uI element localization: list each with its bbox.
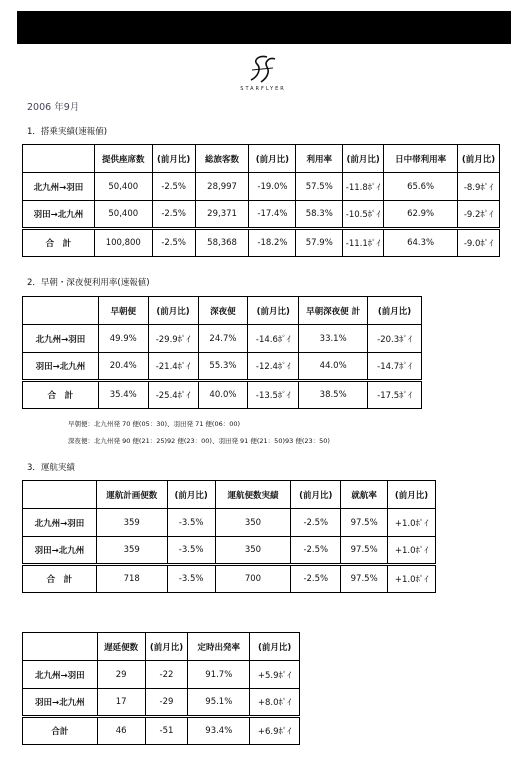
boarding-results-table xyxy=(22,144,500,257)
table-row xyxy=(23,689,300,717)
header-cell: 就航率 xyxy=(341,481,388,509)
table-cell: 58.3% xyxy=(296,201,343,229)
table-cell: -11.8ﾎﾟｲ xyxy=(343,173,384,201)
table-cell: -18.2% xyxy=(249,229,296,257)
table-cell: 62.9% xyxy=(384,201,458,229)
table-cell: +1.0ﾎﾟｲ xyxy=(388,537,436,565)
table-cell: +1.0ﾎﾟｲ xyxy=(388,509,436,537)
table-cell: 50,400 xyxy=(94,173,152,201)
route-cell: 合 計 xyxy=(23,381,99,409)
table-cell: 20.4% xyxy=(98,353,148,381)
section2-title: 2．早朝・深夜便利用率(速報値) xyxy=(27,278,150,288)
table-cell: -2.5% xyxy=(152,201,195,229)
section3-title: 3．運航実績 xyxy=(27,463,75,473)
table-cell: -9.0ﾎﾟｲ xyxy=(457,229,499,257)
header-cell: 運航便数実績 xyxy=(215,481,291,509)
header-cell xyxy=(23,297,99,325)
table-cell: +1.0ﾎﾟｲ xyxy=(388,565,436,593)
table-cell: 24.7% xyxy=(198,325,248,353)
table-cell: 350 xyxy=(215,537,291,565)
table-cell: -25.4ﾎﾟｲ xyxy=(148,381,198,409)
table-cell: -17.4% xyxy=(249,201,296,229)
header-cell: 運航計画便数 xyxy=(96,481,167,509)
table-cell: 91.7% xyxy=(188,661,250,689)
total-row xyxy=(23,565,436,593)
header-cell: 早朝深夜便 計 xyxy=(299,297,368,325)
header-cell: 利用率 xyxy=(296,145,343,173)
table-cell: -22 xyxy=(145,661,188,689)
header-cell: (前月比) xyxy=(368,297,422,325)
table-cell: -29 xyxy=(145,689,188,717)
table-cell: -3.5% xyxy=(167,509,215,537)
table-cell: -3.5% xyxy=(167,537,215,565)
table-cell: -2.5% xyxy=(291,537,341,565)
table-cell: -17.5ﾎﾟｲ xyxy=(368,381,422,409)
header-cell: 日中帯利用率 xyxy=(384,145,458,173)
table-cell: +6.9ﾎﾟｲ xyxy=(250,717,300,745)
table-cell: 17 xyxy=(97,689,145,717)
table-row xyxy=(23,173,500,201)
section1-title: 1．搭乗実績(速報値) xyxy=(27,127,108,137)
table-cell: -51 xyxy=(145,717,188,745)
table-cell: 57.5% xyxy=(296,173,343,201)
table-cell: -2.5% xyxy=(152,173,195,201)
route-cell: 合計 xyxy=(23,717,98,745)
late-flight-note: 深夜便：北九州発 90 便(21：25)92 便(23：00)、羽田発 91 便(21：50)93 便(23：50) xyxy=(68,437,330,445)
table-header-row xyxy=(23,633,300,661)
header-cell: (前月比) xyxy=(250,633,300,661)
table-cell: -19.0% xyxy=(249,173,296,201)
table-cell: 718 xyxy=(96,565,167,593)
report-date: 2006 年9月 xyxy=(27,102,80,113)
route-cell: 羽田→北九州 xyxy=(23,537,97,565)
table-cell: 44.0% xyxy=(299,353,368,381)
table-cell: -12.4ﾎﾟｲ xyxy=(248,353,299,381)
table-cell: 100,800 xyxy=(94,229,152,257)
header-cell: (前月比) xyxy=(343,145,384,173)
table-cell: 40.0% xyxy=(198,381,248,409)
table-cell: 350 xyxy=(215,509,291,537)
table-cell: -14.6ﾎﾟｲ xyxy=(248,325,299,353)
table-cell: -2.5% xyxy=(291,509,341,537)
table-cell: -13.5ﾎﾟｲ xyxy=(248,381,299,409)
route-cell: 合 計 xyxy=(23,229,95,257)
header-cell: (前月比) xyxy=(291,481,341,509)
table-cell: 55.3% xyxy=(198,353,248,381)
table-cell: +5.9ﾎﾟｲ xyxy=(250,661,300,689)
table-cell: 58,368 xyxy=(195,229,249,257)
table-row xyxy=(23,201,500,229)
header-cell: (前月比) xyxy=(248,297,299,325)
table-cell: 29 xyxy=(97,661,145,689)
table-cell: 97.5% xyxy=(341,509,388,537)
table-cell: 64.3% xyxy=(384,229,458,257)
table-row xyxy=(23,661,300,689)
starflyer-logo xyxy=(218,54,308,104)
table-cell: -10.5ﾎﾟｲ xyxy=(343,201,384,229)
table-cell: 97.5% xyxy=(341,537,388,565)
delay-table xyxy=(22,632,300,745)
header-cell: 遅延便数 xyxy=(97,633,145,661)
table-cell: +8.0ﾎﾟｲ xyxy=(250,689,300,717)
table-cell: 50,400 xyxy=(94,201,152,229)
route-cell: 合 計 xyxy=(23,565,97,593)
header-cell: 深夜便 xyxy=(198,297,248,325)
table-cell: 49.9% xyxy=(98,325,148,353)
header-cell: (前月比) xyxy=(249,145,296,173)
table-cell: 95.1% xyxy=(188,689,250,717)
table-cell: -2.5% xyxy=(291,565,341,593)
header-cell: (前月比) xyxy=(457,145,499,173)
table-header-row xyxy=(23,297,422,325)
route-cell: 北九州→羽田 xyxy=(23,661,98,689)
table-header-row xyxy=(23,145,500,173)
table-cell: 97.5% xyxy=(341,565,388,593)
total-row xyxy=(23,229,500,257)
route-cell: 羽田→北九州 xyxy=(23,353,99,381)
table-cell: 57.9% xyxy=(296,229,343,257)
table-header-row xyxy=(23,481,436,509)
sf-logo-icon xyxy=(243,54,283,84)
table-cell: 359 xyxy=(96,537,167,565)
logo-text: STARFLYER xyxy=(240,86,286,92)
route-cell: 北九州→羽田 xyxy=(23,325,99,353)
table-cell: -29.9ﾎﾟｲ xyxy=(148,325,198,353)
early-flight-note: 早朝便：北九州発 70 便(05：30)、羽田発 71 便(06：00) xyxy=(68,420,241,428)
header-cell: 総旅客数 xyxy=(195,145,249,173)
header-cell: (前月比) xyxy=(167,481,215,509)
table-cell: -11.1ﾎﾟｲ xyxy=(343,229,384,257)
total-row xyxy=(23,717,300,745)
table-cell: 65.6% xyxy=(384,173,458,201)
route-cell: 羽田→北九州 xyxy=(23,689,98,717)
table-row xyxy=(23,353,422,381)
table-cell: 28,997 xyxy=(195,173,249,201)
header-cell: 早朝便 xyxy=(98,297,148,325)
header-cell xyxy=(23,481,97,509)
header-bar xyxy=(17,11,511,44)
table-row xyxy=(23,509,436,537)
early-late-flight-table xyxy=(22,296,422,409)
route-cell: 北九州→羽田 xyxy=(23,509,97,537)
table-cell: -14.7ﾎﾟｲ xyxy=(368,353,422,381)
table-cell: 46 xyxy=(97,717,145,745)
table-cell: 700 xyxy=(215,565,291,593)
operation-results-table xyxy=(22,480,436,593)
header-cell: (前月比) xyxy=(148,297,198,325)
header-cell: (前月比) xyxy=(388,481,436,509)
table-row xyxy=(23,325,422,353)
header-cell: (前月比) xyxy=(145,633,188,661)
header-cell: 定時出発率 xyxy=(188,633,250,661)
total-row xyxy=(23,381,422,409)
table-cell: 93.4% xyxy=(188,717,250,745)
header-cell: (前月比) xyxy=(152,145,195,173)
table-cell: -9.2ﾎﾟｲ xyxy=(457,201,499,229)
table-cell: -2.5% xyxy=(152,229,195,257)
table-cell: -20.3ﾎﾟｲ xyxy=(368,325,422,353)
header-cell xyxy=(23,145,95,173)
table-cell: 38.5% xyxy=(299,381,368,409)
table-cell: -8.9ﾎﾟｲ xyxy=(457,173,499,201)
header-cell xyxy=(23,633,98,661)
route-cell: 羽田→北九州 xyxy=(23,201,95,229)
route-cell: 北九州→羽田 xyxy=(23,173,95,201)
table-cell: 33.1% xyxy=(299,325,368,353)
table-cell: 35.4% xyxy=(98,381,148,409)
table-cell: 359 xyxy=(96,509,167,537)
table-row xyxy=(23,537,436,565)
table-cell: -21.4ﾎﾟｲ xyxy=(148,353,198,381)
table-cell: -3.5% xyxy=(167,565,215,593)
header-cell: 提供座席数 xyxy=(94,145,152,173)
table-cell: 29,371 xyxy=(195,201,249,229)
